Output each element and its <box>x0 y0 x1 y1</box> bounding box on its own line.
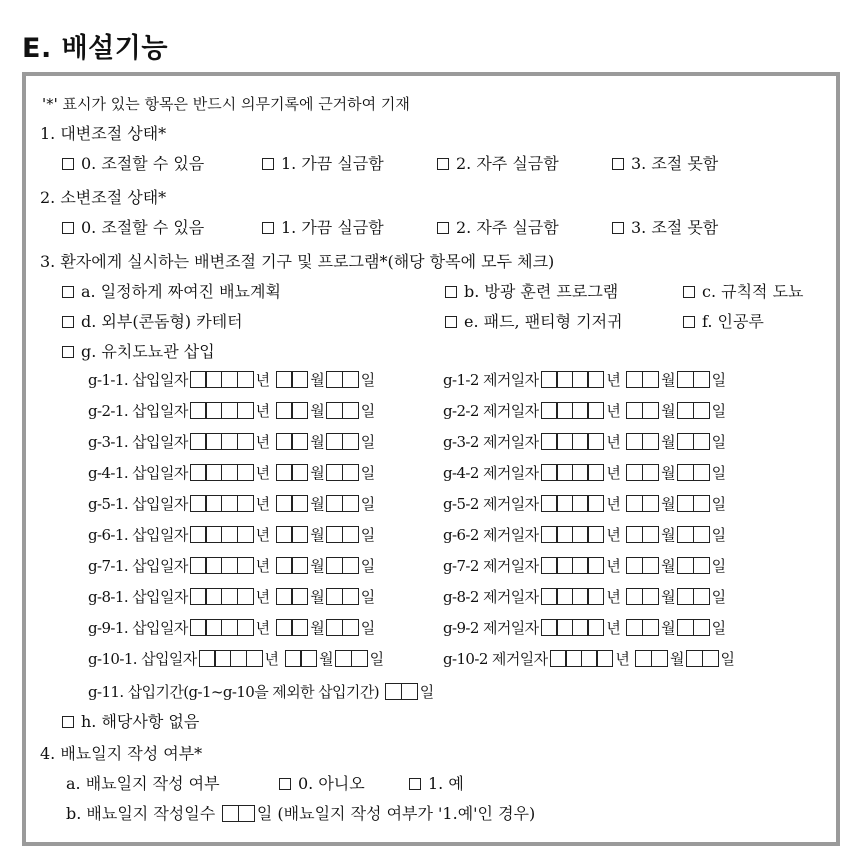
checkbox[interactable] <box>683 286 695 298</box>
date-digit-input[interactable] <box>541 588 605 605</box>
q4-b-days-input[interactable] <box>222 805 255 822</box>
removal-date: g-4-2 제거일자 년 월 일 <box>443 464 726 482</box>
date-digit-input[interactable] <box>285 650 318 667</box>
date-digit-input[interactable] <box>276 526 309 543</box>
checkbox[interactable] <box>683 316 695 328</box>
date-digit-input[interactable] <box>626 619 659 636</box>
removal-date: g-6-2 제거일자 년 월 일 <box>443 526 726 544</box>
q3-option-b[interactable]: b. 방광 훈련 프로그램 <box>445 282 618 302</box>
q3-option-f[interactable]: f. 인공루 <box>683 312 764 332</box>
date-digit-input[interactable] <box>626 433 659 450</box>
q4-a-option-0[interactable]: 0. 아니오 <box>279 774 365 794</box>
date-digit-input[interactable] <box>541 526 605 543</box>
insert-date: g-4-1. 삽입일자 년 월 일 <box>88 464 375 482</box>
checkbox[interactable] <box>62 716 74 728</box>
date-digit-input[interactable] <box>190 619 254 636</box>
removal-date: g-7-2 제거일자 년 월 일 <box>443 557 726 575</box>
q3-option-c[interactable]: c. 규칙적 도뇨 <box>683 282 804 302</box>
instruction-note: '*' 표시가 있는 항목은 반드시 의무기록에 근거하여 기재 <box>42 95 410 113</box>
insert-date: g-10-1. 삽입일자 년 월 일 <box>88 650 384 668</box>
q2-option-0[interactable]: 0. 조절할 수 있음 <box>62 218 204 238</box>
date-digit-input[interactable] <box>276 588 309 605</box>
checkbox[interactable] <box>437 222 449 234</box>
removal-date: g-2-2 제거일자 년 월 일 <box>443 402 726 420</box>
q3-option-g[interactable]: g. 유치도뇨관 삽입 <box>62 342 215 362</box>
insert-date: g-3-1. 삽입일자 년 월 일 <box>88 433 375 451</box>
removal-date: g-10-2 제거일자 년 월 일 <box>443 650 735 668</box>
q4-a-option-1[interactable]: 1. 예 <box>409 774 464 794</box>
checkbox[interactable] <box>62 222 74 234</box>
form-frame <box>22 72 840 846</box>
checkbox[interactable] <box>62 286 74 298</box>
removal-date: g-3-2 제거일자 년 월 일 <box>443 433 726 451</box>
date-digit-input[interactable] <box>276 464 309 481</box>
q2-option-2[interactable]: 2. 자주 실금함 <box>437 218 559 238</box>
date-digit-input[interactable] <box>677 433 710 450</box>
checkbox[interactable] <box>62 346 74 358</box>
date-digit-input[interactable] <box>276 557 309 574</box>
insert-date: g-8-1. 삽입일자 년 월 일 <box>88 588 375 606</box>
date-digit-input[interactable] <box>626 495 659 512</box>
date-digit-input[interactable] <box>190 495 254 512</box>
insert-date: g-1-1. 삽입일자 년 월 일 <box>88 371 375 389</box>
date-digit-input[interactable] <box>326 402 359 419</box>
checkbox[interactable] <box>445 316 457 328</box>
removal-date: g-1-2 제거일자 년 월 일 <box>443 371 726 389</box>
date-digit-input[interactable] <box>677 402 710 419</box>
q3-option-h[interactable]: h. 해당사항 없음 <box>62 712 199 732</box>
insert-date: g-7-1. 삽입일자 년 월 일 <box>88 557 375 575</box>
date-digit-input[interactable] <box>677 557 710 574</box>
checkbox[interactable] <box>612 222 624 234</box>
date-digit-input[interactable] <box>276 433 309 450</box>
q4-label: 4. 배뇨일지 작성 여부* <box>40 744 203 763</box>
date-digit-input[interactable] <box>626 464 659 481</box>
q1-option-0[interactable]: 0. 조절할 수 있음 <box>62 154 204 174</box>
q3-option-e[interactable]: e. 패드, 팬티형 기저귀 <box>445 312 623 332</box>
date-digit-input[interactable] <box>541 402 605 419</box>
date-digit-input[interactable] <box>190 371 254 388</box>
date-digit-input[interactable] <box>541 464 605 481</box>
date-digit-input[interactable] <box>190 588 254 605</box>
q3-label: 3. 환자에게 실시하는 배변조절 기구 및 프로그램*(해당 항목에 모두 체크) <box>40 252 555 271</box>
g11-days-input[interactable] <box>385 683 418 700</box>
date-digit-input[interactable] <box>190 526 254 543</box>
checkbox[interactable] <box>262 158 274 170</box>
date-digit-input[interactable] <box>190 402 254 419</box>
date-digit-input[interactable] <box>326 495 359 512</box>
date-digit-input[interactable] <box>541 619 605 636</box>
date-digit-input[interactable] <box>686 650 719 667</box>
date-digit-input[interactable] <box>190 464 254 481</box>
checkbox[interactable] <box>62 158 74 170</box>
date-digit-input[interactable] <box>326 464 359 481</box>
checkbox[interactable] <box>445 286 457 298</box>
checkbox[interactable] <box>262 222 274 234</box>
date-digit-input[interactable] <box>190 433 254 450</box>
checkbox[interactable] <box>612 158 624 170</box>
removal-date: g-9-2 제거일자 년 월 일 <box>443 619 726 637</box>
q3-option-d[interactable]: d. 외부(콘돔형) 카테터 <box>62 312 243 332</box>
date-digit-input[interactable] <box>550 650 614 667</box>
q4-a-row: a. 배뇨일지 작성 여부 0. 아니오 1. 예 <box>66 774 464 793</box>
date-digit-input[interactable] <box>276 371 309 388</box>
q1-option-1[interactable]: 1. 가끔 실금함 <box>262 154 384 174</box>
date-digit-input[interactable] <box>335 650 368 667</box>
date-digit-input[interactable] <box>190 557 254 574</box>
date-digit-input[interactable] <box>677 495 710 512</box>
date-digit-input[interactable] <box>541 371 605 388</box>
q4-b-row: b. 배뇨일지 작성일수 일 (배뇨일지 작성 여부가 '1.예'인 경우) <box>66 804 536 823</box>
date-digit-input[interactable] <box>677 464 710 481</box>
q1-option-2[interactable]: 2. 자주 실금함 <box>437 154 559 174</box>
section-title: E. 배설기능 <box>22 33 168 64</box>
date-digit-input[interactable] <box>541 557 605 574</box>
date-digit-input[interactable] <box>199 650 263 667</box>
q1-option-3[interactable]: 3. 조절 못함 <box>612 154 718 174</box>
checkbox[interactable] <box>409 778 421 790</box>
insert-date: g-6-1. 삽입일자 년 월 일 <box>88 526 375 544</box>
removal-date: g-8-2 제거일자 년 월 일 <box>443 588 726 606</box>
date-digit-input[interactable] <box>635 650 668 667</box>
insert-date: g-2-1. 삽입일자 년 월 일 <box>88 402 375 420</box>
date-digit-input[interactable] <box>626 402 659 419</box>
date-digit-input[interactable] <box>677 588 710 605</box>
date-digit-input[interactable] <box>326 433 359 450</box>
date-digit-input[interactable] <box>276 495 309 512</box>
date-digit-input[interactable] <box>326 619 359 636</box>
insert-date: g-9-1. 삽입일자 년 월 일 <box>88 619 375 637</box>
date-digit-input[interactable] <box>626 371 659 388</box>
date-digit-input[interactable] <box>677 619 710 636</box>
q2-option-3[interactable]: 3. 조절 못함 <box>612 218 718 238</box>
checkbox[interactable] <box>437 158 449 170</box>
q1-label: 1. 대변조절 상태* <box>40 124 167 143</box>
date-digit-input[interactable] <box>626 588 659 605</box>
date-digit-input[interactable] <box>677 371 710 388</box>
removal-date: g-5-2 제거일자 년 월 일 <box>443 495 726 513</box>
date-digit-input[interactable] <box>541 495 605 512</box>
date-digit-input[interactable] <box>276 619 309 636</box>
checkbox[interactable] <box>62 316 74 328</box>
date-digit-input[interactable] <box>541 433 605 450</box>
date-digit-input[interactable] <box>276 402 309 419</box>
q3-g11-row: g-11. 삽입기간(g-1~g-10을 제외한 삽입기간) 일 <box>88 683 434 701</box>
q2-option-1[interactable]: 1. 가끔 실금함 <box>262 218 384 238</box>
date-digit-input[interactable] <box>326 557 359 574</box>
date-digit-input[interactable] <box>326 588 359 605</box>
date-digit-input[interactable] <box>326 371 359 388</box>
date-digit-input[interactable] <box>677 526 710 543</box>
date-digit-input[interactable] <box>626 526 659 543</box>
q2-label: 2. 소변조절 상태* <box>40 188 167 207</box>
checkbox[interactable] <box>279 778 291 790</box>
date-digit-input[interactable] <box>326 526 359 543</box>
q3-option-a[interactable]: a. 일정하게 짜여진 배뇨계획 <box>62 282 281 302</box>
insert-date: g-5-1. 삽입일자 년 월 일 <box>88 495 375 513</box>
date-digit-input[interactable] <box>626 557 659 574</box>
